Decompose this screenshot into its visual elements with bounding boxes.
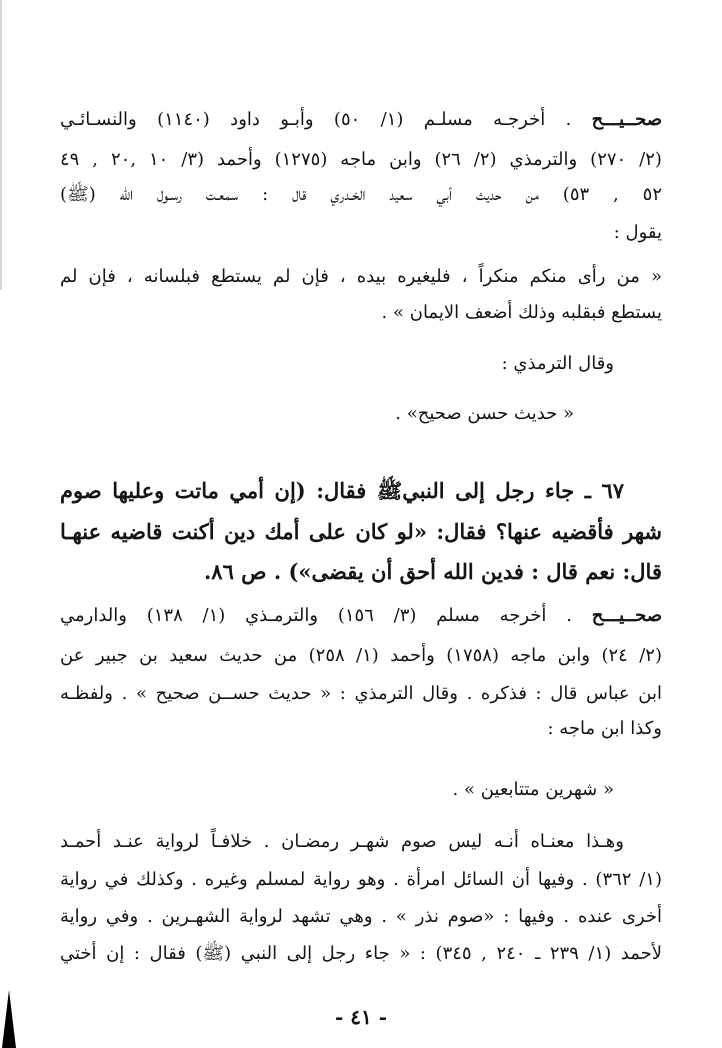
hadith1-line-1: « من رأى منكم منكراً ، فليغيره بيده ، فإن لم يستطع فبلسانه ، فإن لم: [60, 266, 662, 287]
section2-line-2: (٢/ ٢٤) وابن ماجه (١٧٥٨) وأحمد (١/ ٢٥٨) من حديث سعيد بن جبير عن: [60, 645, 662, 666]
section1-line-3: ٥٢ , ٥٣) من حديث أبي سعيد الخـدري قال : سمعـت رسـول الله (ﷺ): [60, 184, 662, 205]
section2-line-4: وكذا ابن ماجه :: [547, 718, 662, 739]
section3-line-4: لأحمد (١/ ٢٣٩ ـ ٢٤٠ , ٣٤٥) : « جاء رجل إلى النبي (ﷺ) فقال : إن أختي: [60, 943, 662, 964]
section1-line-1: [60, 106, 662, 134]
section3-line-1: وهـذا معنـاه أنـه ليس صوم شهـر رمضـان . خلافـاً لرواية عنـد أحمـد: [60, 831, 624, 852]
binding-edge-mark: [2, 990, 16, 1048]
hadith67-line-2: شهر فأقضيه عنها؟ فقال: «لو كان على أمك دين أكنت قاضيه عنهـا: [60, 519, 662, 544]
quote2: « شهرين متتابعين » .: [452, 779, 614, 800]
section1-line-2: (٢/ ٢٧٠) والترمذي (٢/ ٢٦) وابن ماجه (١٢٧٥) وأحمد (٣/ ١٠ ,٢٠ , ٤٩: [60, 149, 662, 170]
grade-label: صحــيـــح: [591, 109, 662, 130]
section1-line-4: يقول :: [613, 222, 662, 243]
tirmidhi-intro: وقال الترمذي :: [501, 353, 614, 374]
hadith67-line-1: ٦٧ ـ جاء رجل إلى النبيﷺ فقال: (إن أمي ماتت وعليها صوم: [60, 478, 624, 503]
hadith67-line-3: قال: نعم قال : فدين الله أحق أن يقضى») . ص ٨٦.: [203, 559, 662, 584]
section2-line-3: ابن عباس قال : فذكره . وقال الترمذي : « حديث حســن صحيح » . ولفظـه: [60, 683, 662, 704]
hadith1-line-2: يستطع فبقلبه وذلك أضعف الايمان » .: [381, 302, 662, 323]
page-number: - ٤١ -: [334, 1005, 387, 1029]
tirmidhi-quote: « حديث حسن صحيح» .: [395, 403, 574, 424]
section3-line-2: (١/ ٣٦٢) . وفيها أن السائل امرأة . وهو رواية لمسلم وغيره . وكذلك في رواية: [60, 869, 662, 890]
section2-line-1-text: . أخرجه مسلم (٣/ ١٥٦) والترمـذي (١/ ١٣٨) والدارمي: [60, 605, 592, 626]
page-edge-shadow: [0, 0, 2, 290]
section1-line-1-text: . أخرجـه مسلـم (١/ ٥٠) وأبـو داود (١١٤٠) والنسـائـي: [60, 109, 592, 130]
section3-line-3: أخرى عنده . وفيها : «صوم نذر » . وهي تشهد لرواية الشهـرين . وفي رواية: [60, 906, 662, 927]
section2-line-1: [60, 602, 662, 630]
grade-label-2: صحــيـــح: [591, 605, 662, 626]
